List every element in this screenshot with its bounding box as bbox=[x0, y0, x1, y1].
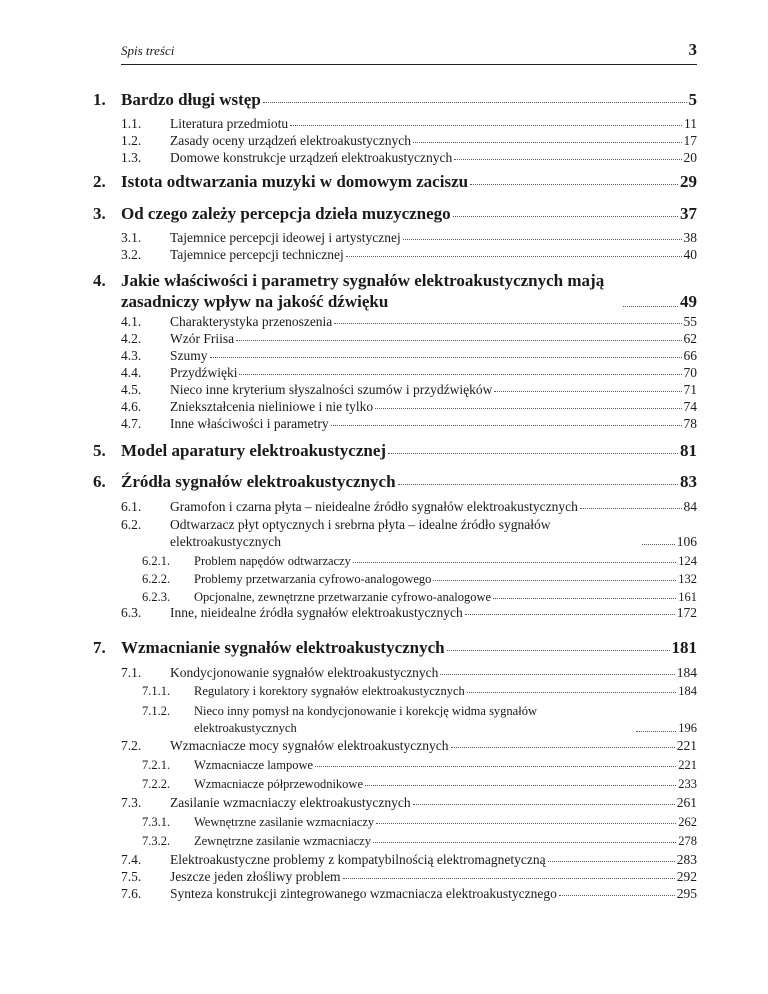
entry-page: 49 bbox=[680, 292, 697, 311]
toc-entry-1-1 bbox=[121, 116, 697, 132]
entry-number: 7.1. bbox=[121, 665, 142, 680]
toc-entry-7-2 bbox=[121, 738, 697, 754]
toc-entry-7-3-1 bbox=[142, 815, 697, 830]
dot-leader bbox=[413, 142, 681, 143]
dot-leader bbox=[398, 484, 678, 485]
entry-number: 7. bbox=[93, 638, 106, 657]
dot-leader bbox=[493, 598, 676, 599]
toc-entry-6-1 bbox=[121, 499, 697, 515]
entry-title: Zasady oceny urządzeń elektroakustycznych bbox=[170, 133, 412, 148]
entry-page: 221 bbox=[676, 738, 697, 753]
dot-leader bbox=[331, 425, 682, 426]
dot-leader bbox=[623, 306, 678, 307]
entry-number: 7.3.2. bbox=[142, 834, 171, 848]
entry-number: 7.6. bbox=[121, 886, 142, 901]
dot-leader bbox=[447, 650, 670, 651]
entry-number: 7.2. bbox=[121, 738, 142, 753]
entry-title: Źródła sygnałów elektroakustycznych bbox=[121, 472, 396, 491]
entry-number: 4.2. bbox=[121, 331, 142, 346]
entry-title: Regulatory i korektory sygnałów elektroakustycznych bbox=[194, 684, 465, 698]
entry-number: 7.3.1. bbox=[142, 815, 171, 829]
entry-number: 6.1. bbox=[121, 499, 142, 514]
toc-entry-4-6 bbox=[121, 399, 697, 415]
dot-leader bbox=[375, 408, 681, 409]
dot-leader bbox=[642, 544, 675, 545]
entry-page: 66 bbox=[683, 348, 697, 363]
dot-leader bbox=[334, 323, 681, 324]
dot-leader bbox=[548, 861, 675, 862]
entry-title: Zasilanie wzmacniaczy elektroakustycznych bbox=[170, 795, 411, 810]
dot-leader bbox=[373, 842, 676, 843]
page-number: 3 bbox=[688, 40, 697, 59]
entry-title: Elektroakustyczne problemy z kompatybilnością elektromagnetyczną bbox=[170, 852, 546, 867]
toc-entry-7-2-2 bbox=[142, 777, 697, 792]
entry-page: 184 bbox=[678, 684, 697, 698]
header-rule bbox=[121, 64, 697, 65]
entry-title: Synteza konstrukcji zintegrowanego wzmacniacza elektroakustycznego bbox=[170, 886, 557, 901]
dot-leader bbox=[465, 614, 675, 615]
page-header bbox=[121, 40, 697, 63]
entry-page: 261 bbox=[676, 795, 697, 810]
toc-entry-4-3 bbox=[121, 348, 697, 364]
toc-entry-7-4 bbox=[121, 852, 697, 868]
entry-title: Problemy przetwarzania cyfrowo-analogowego bbox=[194, 572, 432, 586]
entry-page: 37 bbox=[680, 204, 697, 223]
dot-leader bbox=[376, 823, 676, 824]
dot-leader bbox=[315, 766, 676, 767]
entry-title: Jeszcze jeden złośliwy problem bbox=[170, 869, 341, 884]
toc-entry-7-1-1 bbox=[142, 684, 697, 699]
entry-page: 262 bbox=[678, 815, 697, 829]
toc-entry-3-1 bbox=[121, 230, 697, 246]
toc-entry-1-3 bbox=[121, 150, 697, 166]
dot-leader bbox=[470, 184, 678, 185]
entry-title: Istota odtwarzania muzyki w domowym zaciszu bbox=[121, 172, 469, 191]
entry-title: Bardzo długi wstęp bbox=[121, 90, 261, 109]
entry-title: Problem napędów odtwarzaczy bbox=[194, 554, 351, 568]
entry-number: 1.1. bbox=[121, 116, 142, 131]
entry-number: 4.6. bbox=[121, 399, 142, 414]
entry-number: 7.2.2. bbox=[142, 777, 171, 791]
toc-entry-6 bbox=[93, 472, 697, 492]
toc-entry-4-5 bbox=[121, 382, 697, 398]
entry-number: 7.1.2. bbox=[142, 704, 171, 718]
entry-page: 40 bbox=[683, 247, 697, 262]
toc-entry-4-4 bbox=[121, 365, 697, 381]
entry-number: 6.2. bbox=[121, 517, 142, 532]
entry-title: Kondycjonowanie sygnałów elektroakustycznych bbox=[170, 665, 439, 680]
entry-page: 292 bbox=[676, 869, 697, 884]
entry-page: 172 bbox=[676, 605, 697, 620]
entry-page: 5 bbox=[688, 90, 697, 109]
entry-number: 6.2.2. bbox=[142, 572, 171, 586]
entry-page: 81 bbox=[680, 441, 697, 460]
entry-number: 4.7. bbox=[121, 416, 142, 431]
entry-number: 4.3. bbox=[121, 348, 142, 363]
entry-page: 71 bbox=[683, 382, 697, 397]
entry-number: 6. bbox=[93, 472, 106, 491]
entry-title: Zewnętrzne zasilanie wzmacniaczy bbox=[194, 834, 371, 848]
toc-entry-7-1 bbox=[121, 665, 697, 681]
entry-number: 3.2. bbox=[121, 247, 142, 262]
entry-title: Wzmacnianie sygnałów elektroakustycznych bbox=[121, 638, 445, 657]
toc-entry-6-2-3 bbox=[142, 590, 697, 605]
entry-page: 38 bbox=[683, 230, 697, 245]
entry-number: 7.2.1. bbox=[142, 758, 171, 772]
toc-entry-3 bbox=[93, 204, 697, 224]
entry-title: Od czego zależy percepcja dzieła muzycznego bbox=[121, 204, 451, 223]
entry-title: Opcjonalne, zewnętrzne przetwarzanie cyfrowo-analogowe bbox=[194, 590, 492, 604]
dot-leader bbox=[433, 580, 676, 581]
entry-title: Przydźwięki bbox=[170, 365, 238, 380]
dot-leader bbox=[559, 895, 675, 896]
toc-entry-6-3 bbox=[121, 605, 697, 621]
entry-page: 62 bbox=[683, 331, 697, 346]
toc-entry-1-2 bbox=[121, 133, 697, 149]
entry-number: 1.2. bbox=[121, 133, 142, 148]
entry-title: Szumy bbox=[170, 348, 208, 363]
entry-title: Wzmacniacze lampowe bbox=[194, 758, 314, 772]
dot-leader bbox=[263, 102, 687, 103]
entry-number: 6.2.1. bbox=[142, 554, 171, 568]
entry-title: Domowe konstrukcje urządzeń elektroakustycznych bbox=[170, 150, 453, 165]
dot-leader bbox=[210, 357, 682, 358]
entry-number: 3. bbox=[93, 204, 106, 223]
entry-number: 3.1. bbox=[121, 230, 142, 245]
entry-number: 1. bbox=[93, 90, 106, 109]
toc-entry-7 bbox=[93, 638, 697, 658]
entry-page: 17 bbox=[683, 133, 697, 148]
entry-title: Inne właściwości i parametry bbox=[170, 416, 329, 431]
dot-leader bbox=[636, 731, 676, 732]
entry-page: 161 bbox=[678, 590, 697, 604]
entry-title: Tajemnice percepcji technicznej bbox=[170, 247, 344, 262]
entry-number: 2. bbox=[93, 172, 106, 191]
entry-page: 278 bbox=[678, 834, 697, 848]
entry-title: Jakie właściwości i parametry sygnałów elektroakustycznych mają zasadniczy wpływ na jakość dźwięku bbox=[121, 271, 605, 311]
dot-leader bbox=[236, 340, 681, 341]
toc-entry-7-6 bbox=[121, 886, 697, 902]
entry-number: 7.3. bbox=[121, 795, 142, 810]
toc-entry-7-1-2 bbox=[142, 703, 697, 737]
entry-number: 7.5. bbox=[121, 869, 142, 884]
entry-number: 4.1. bbox=[121, 314, 142, 329]
entry-number: 1.3. bbox=[121, 150, 142, 165]
toc-entry-5 bbox=[93, 441, 697, 461]
toc-entry-4-1 bbox=[121, 314, 697, 330]
entry-page: 295 bbox=[676, 886, 697, 901]
dot-leader bbox=[290, 125, 682, 126]
toc-entry-4-7 bbox=[121, 416, 697, 432]
entry-page: 124 bbox=[678, 554, 697, 568]
entry-title: Gramofon i czarna płyta – nieidealne źródło sygnałów elektroakustycznych bbox=[170, 499, 578, 514]
entry-number: 7.4. bbox=[121, 852, 142, 867]
dot-leader bbox=[353, 562, 676, 563]
entry-number: 4.4. bbox=[121, 365, 142, 380]
entry-page: 74 bbox=[683, 399, 697, 414]
entry-page: 196 bbox=[678, 721, 697, 735]
entry-title: Wewnętrzne zasilanie wzmacniaczy bbox=[194, 815, 375, 829]
entry-page: 184 bbox=[676, 665, 697, 680]
toc-entry-7-5 bbox=[121, 869, 697, 885]
entry-number: 6.3. bbox=[121, 605, 142, 620]
dot-leader bbox=[451, 747, 675, 748]
entry-page: 283 bbox=[676, 852, 697, 867]
toc-entry-7-2-1 bbox=[142, 758, 697, 773]
running-title: Spis treści bbox=[121, 43, 175, 58]
toc-entry-2 bbox=[93, 172, 697, 192]
dot-leader bbox=[440, 674, 674, 675]
entry-title: Wzór Friisa bbox=[170, 331, 235, 346]
entry-page: 106 bbox=[676, 534, 697, 549]
toc-entry-7-3-2 bbox=[142, 834, 697, 849]
toc-entry-7-3 bbox=[121, 795, 697, 811]
dot-leader bbox=[494, 391, 681, 392]
dot-leader bbox=[346, 256, 682, 257]
entry-page: 29 bbox=[680, 172, 697, 191]
dot-leader bbox=[580, 508, 682, 509]
entry-page: 132 bbox=[678, 572, 697, 586]
entry-title: Wzmacniacze półprzewodnikowe bbox=[194, 777, 364, 791]
entry-page: 55 bbox=[683, 314, 697, 329]
dot-leader bbox=[454, 159, 681, 160]
entry-number: 7.1.1. bbox=[142, 684, 171, 698]
dot-leader bbox=[467, 692, 676, 693]
entry-title: Tajemnice percepcji ideowej i artystycznej bbox=[170, 230, 401, 245]
toc-entry-6-2-2 bbox=[142, 572, 697, 587]
entry-number: 4.5. bbox=[121, 382, 142, 397]
entry-title: Inne, nieidealne źródła sygnałów elektroakustycznych bbox=[170, 605, 463, 620]
toc-entry-4 bbox=[93, 270, 697, 312]
entry-page: 83 bbox=[680, 472, 697, 491]
entry-page: 20 bbox=[683, 150, 697, 165]
entry-title: Literatura przedmiotu bbox=[170, 116, 289, 131]
entry-title: Wzmacniacze mocy sygnałów elektroakustycznych bbox=[170, 738, 449, 753]
toc-entry-4-2 bbox=[121, 331, 697, 347]
entry-page: 84 bbox=[683, 499, 697, 514]
entry-number: 4. bbox=[93, 271, 106, 290]
entry-number: 6.2.3. bbox=[142, 590, 171, 604]
entry-title: Zniekształcenia nieliniowe i nie tylko bbox=[170, 399, 374, 414]
dot-leader bbox=[365, 785, 676, 786]
dot-leader bbox=[403, 239, 682, 240]
entry-page: 11 bbox=[684, 116, 697, 131]
entry-page: 181 bbox=[671, 638, 697, 657]
entry-title: Nieco inny pomysł na kondycjonowanie i korekcję widma sygnałów elektroakustycznych bbox=[194, 704, 537, 735]
toc-entry-3-2 bbox=[121, 247, 697, 263]
toc-entry-6-2-1 bbox=[142, 554, 697, 569]
entry-page: 70 bbox=[683, 365, 697, 380]
toc-entry-6-2 bbox=[121, 516, 697, 550]
entry-number: 5. bbox=[93, 441, 106, 460]
entry-page: 78 bbox=[683, 416, 697, 431]
entry-page: 233 bbox=[678, 777, 697, 791]
entry-title: Model aparatury elektroakustycznej bbox=[121, 441, 387, 460]
entry-title: Nieco inne kryterium słyszalności szumów i przydźwięków bbox=[170, 382, 493, 397]
dot-leader bbox=[453, 216, 678, 217]
toc-entry-1 bbox=[93, 90, 697, 110]
dot-leader bbox=[343, 878, 675, 879]
entry-title: Charakterystyka przenoszenia bbox=[170, 314, 333, 329]
dot-leader bbox=[413, 804, 675, 805]
entry-title: Odtwarzacz płyt optycznych i srebrna płyta – idealne źródło sygnałów elektroakustycznych bbox=[170, 517, 551, 549]
dot-leader bbox=[388, 453, 678, 454]
entry-page: 221 bbox=[678, 758, 697, 772]
dot-leader bbox=[239, 374, 681, 375]
